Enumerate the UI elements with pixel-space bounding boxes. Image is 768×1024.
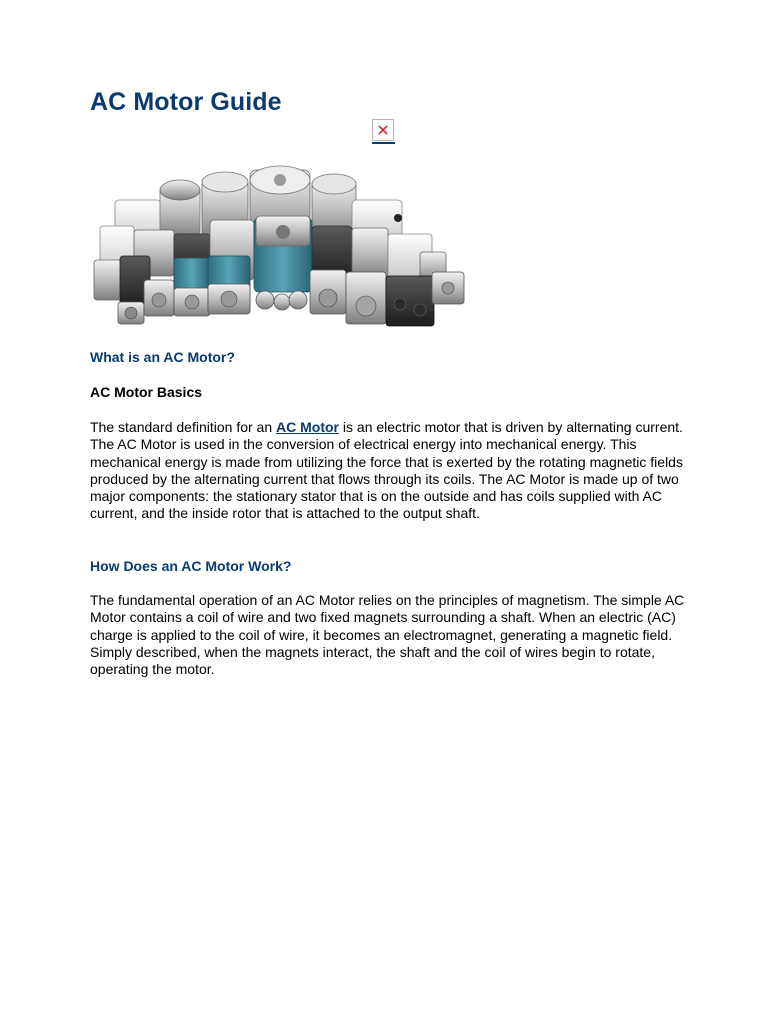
ac-motor-link[interactable]: AC Motor	[276, 419, 340, 435]
paragraph-operation: The fundamental operation of an AC Motor relies on the principles of magnetism. The simple AC Motor contains a coil of wire and two fixed magnets surrounding a shaft. When an electric (AC) charge is applied to the coil of wire, it becomes an electromagnet, generating a magnetic field. Simply described, when the magnets interact, the shaft and the coil of wires begin to rotate, operating the motor.	[90, 592, 685, 678]
ac-motors-photo	[90, 160, 468, 332]
broken-image-link-underline[interactable]	[372, 142, 395, 144]
paragraph-definition-start: The standard definition for an	[90, 419, 277, 435]
section-heading-how-works: How Does an AC Motor Work?	[90, 558, 292, 574]
section-heading-what-is: What is an AC Motor?	[90, 349, 235, 365]
paragraph-definition	[90, 419, 690, 523]
paragraph-definition-rest: is an electric motor that is driven by alternating current. The AC Motor is used in the conversion of electrical energy into mechanical energy. This mechanical energy is made from utilizing the force that is exerted by the rotating magnetic fields produced by the alternating current that flows through its coils. The AC Motor is made up of two major components: the stationary stator that is on the outside and has coils supplied with AC current, and the inside rotor that is attached to the output shaft.	[90, 419, 683, 522]
broken-image-icon	[372, 119, 394, 141]
motor-black-front	[386, 276, 434, 326]
subheading-ac-motor-basics: AC Motor Basics	[90, 384, 203, 400]
page-title: AC Motor Guide	[90, 88, 282, 116]
